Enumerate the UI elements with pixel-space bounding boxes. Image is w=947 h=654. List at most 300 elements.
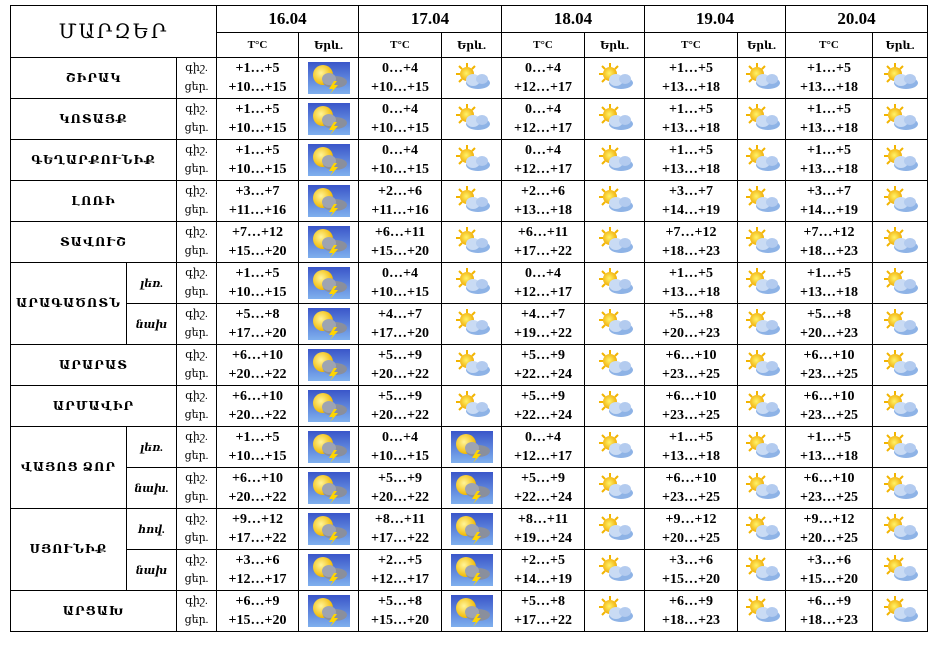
day-temperature: +12…+17	[514, 80, 572, 95]
time-of-day-label: գիշ.	[185, 472, 208, 484]
weather-cell	[873, 304, 928, 345]
time-of-day-label: գիշ.	[185, 144, 208, 156]
temperature-cell	[359, 263, 442, 304]
weather-cell	[585, 304, 645, 345]
day-temperature: +10…+15	[371, 162, 429, 177]
weather-cell	[585, 345, 645, 386]
night-temperature: +1…+5	[235, 61, 280, 76]
storm-cloud-icon	[450, 594, 494, 628]
weather-cell	[299, 263, 359, 304]
night-temperature: +6…+10	[665, 348, 717, 363]
region-name: ԿՈՏԱՅՔ	[11, 99, 177, 140]
partly-sunny-icon	[740, 594, 784, 628]
day-temperature: +20…+25	[662, 531, 720, 546]
storm-cloud-icon	[450, 553, 494, 587]
night-temperature: +5…+9	[378, 389, 422, 404]
partly-sunny-icon	[740, 512, 784, 546]
day-temperature: +11…+16	[371, 203, 429, 218]
weather-cell	[299, 509, 359, 550]
day-temperature: +13…+18	[662, 162, 720, 177]
night-temperature: +1…+5	[669, 61, 713, 76]
weather-cell	[442, 181, 502, 222]
night-temperature: +7…+12	[803, 225, 855, 240]
temperature-cell	[786, 58, 873, 99]
temperature-cell	[502, 58, 585, 99]
night-temperature: +5…+8	[378, 594, 422, 609]
storm-cloud-icon	[307, 307, 351, 341]
temperature-cell	[359, 468, 442, 509]
day-temperature: +18…+23	[800, 244, 858, 259]
temperature-cell	[217, 99, 299, 140]
time-of-day-label: ցեր.	[184, 204, 209, 216]
temperature-cell	[645, 345, 738, 386]
partly-sunny-icon	[878, 430, 922, 464]
weather-cell	[738, 99, 786, 140]
temperature-cell	[502, 99, 585, 140]
subregion-label: լեռ.	[127, 263, 177, 304]
day-temperature: +12…+17	[228, 572, 287, 587]
region-row	[11, 140, 928, 181]
day-temperature: +23…+25	[662, 367, 720, 382]
storm-cloud-icon	[307, 471, 351, 505]
partly-sunny-icon	[593, 184, 637, 218]
night-temperature: +6…+10	[232, 471, 283, 486]
day-temperature: +20…+22	[228, 367, 287, 382]
temperature-cell	[502, 468, 585, 509]
temperature-cell	[359, 509, 442, 550]
night-temperature: +3…+6	[235, 553, 280, 568]
weather-cell	[738, 427, 786, 468]
temperature-cell	[786, 468, 873, 509]
night-temperature: +1…+5	[807, 266, 851, 281]
weather-cell	[442, 591, 502, 632]
region-name: ԳԵՂԱՐՔՈՒՆԻՔ	[11, 140, 177, 181]
night-temperature: +1…+5	[669, 430, 713, 445]
temperature-cell	[217, 58, 299, 99]
day-temperature: +10…+15	[371, 449, 429, 464]
temp-header: T°C	[645, 33, 738, 58]
time-of-day-label: ցեր.	[184, 573, 209, 585]
day-temperature: +22…+24	[514, 490, 572, 505]
temperature-cell	[217, 222, 299, 263]
night-temperature: 0…+4	[382, 266, 418, 281]
weather-cell	[738, 345, 786, 386]
time-of-day	[177, 591, 217, 632]
weather-cell	[442, 222, 502, 263]
day-temperature: +23…+25	[800, 408, 858, 423]
partly-sunny-icon	[740, 307, 784, 341]
partly-sunny-icon	[878, 389, 922, 423]
weather-cell	[738, 509, 786, 550]
day-temperature: +20…+22	[228, 408, 287, 423]
night-temperature: +3…+6	[669, 553, 713, 568]
weather-cell	[585, 181, 645, 222]
weather-cell	[442, 304, 502, 345]
weather-cell	[873, 386, 928, 427]
time-of-day	[177, 509, 217, 550]
storm-cloud-icon	[307, 225, 351, 259]
weather-cell	[299, 99, 359, 140]
night-temperature: +6…+11	[374, 225, 426, 240]
night-temperature: +2…+5	[378, 553, 422, 568]
weather-cell	[738, 140, 786, 181]
temp-header: T°C	[786, 33, 873, 58]
region-name: ՍՅՈՒՆԻՔ	[11, 509, 127, 591]
weather-cell	[873, 99, 928, 140]
weather-cell	[873, 509, 928, 550]
night-temperature: +6…+11	[517, 225, 569, 240]
temperature-cell	[786, 591, 873, 632]
temperature-cell	[359, 550, 442, 591]
temperature-cell	[786, 99, 873, 140]
temperature-cell	[786, 304, 873, 345]
partly-sunny-icon	[878, 471, 922, 505]
weather-cell	[442, 468, 502, 509]
night-temperature: +5…+9	[521, 471, 565, 486]
night-temperature: +1…+5	[807, 143, 851, 158]
temperature-cell	[502, 550, 585, 591]
temperature-cell	[786, 345, 873, 386]
time-of-day-label: ցեր.	[184, 614, 209, 626]
temperature-cell	[645, 181, 738, 222]
region-row	[11, 58, 928, 99]
night-temperature: 0…+4	[382, 143, 418, 158]
partly-sunny-icon	[740, 225, 784, 259]
subregion-label: նախ	[127, 550, 177, 591]
weather-cell	[738, 550, 786, 591]
temperature-cell	[645, 263, 738, 304]
temperature-cell	[359, 58, 442, 99]
weather-cell	[442, 427, 502, 468]
storm-cloud-icon	[307, 348, 351, 382]
partly-sunny-icon	[740, 266, 784, 300]
temperature-cell	[786, 140, 873, 181]
subregion-label: լեռ.	[127, 427, 177, 468]
day-temperature: +20…+22	[371, 367, 429, 382]
day-temperature: +13…+18	[800, 121, 858, 136]
temperature-cell	[217, 509, 299, 550]
weather-cell	[299, 550, 359, 591]
night-temperature: +6…+10	[665, 471, 717, 486]
time-of-day-label: ցեր.	[184, 122, 209, 134]
day-temperature: +17…+22	[514, 613, 572, 628]
weather-cell	[873, 427, 928, 468]
temperature-cell	[645, 591, 738, 632]
day-temperature: +10…+15	[228, 285, 287, 300]
night-temperature: +9…+12	[665, 512, 717, 527]
day-temperature: +15…+20	[228, 244, 287, 259]
temperature-cell	[502, 427, 585, 468]
time-of-day	[177, 99, 217, 140]
time-of-day-label: գիշ.	[185, 349, 208, 361]
day-temperature: +23…+25	[800, 367, 858, 382]
time-of-day	[177, 181, 217, 222]
region-row	[11, 550, 928, 591]
night-temperature: +1…+5	[235, 430, 280, 445]
partly-sunny-icon	[740, 553, 784, 587]
temperature-cell	[786, 386, 873, 427]
partly-sunny-icon	[593, 61, 637, 95]
night-temperature: +6…+10	[232, 389, 283, 404]
night-temperature: +2…+6	[378, 184, 422, 199]
day-temperature: +18…+23	[800, 613, 858, 628]
time-of-day	[177, 550, 217, 591]
time-of-day-label: ցեր.	[184, 409, 209, 421]
time-of-day-label: ցեր.	[184, 532, 209, 544]
day-temperature: +13…+18	[800, 162, 858, 177]
weather-cell	[299, 304, 359, 345]
night-temperature: +6…+10	[803, 471, 855, 486]
weather-cell	[299, 427, 359, 468]
time-of-day-label: գիշ.	[185, 185, 208, 197]
time-of-day-label: ցեր.	[184, 286, 209, 298]
region-name: ՎԱՅՈՑ ՁՈՐ	[11, 427, 127, 509]
temperature-cell	[645, 58, 738, 99]
day-temperature: +13…+18	[514, 203, 572, 218]
day-temperature: +10…+15	[371, 121, 429, 136]
day-temperature: +15…+20	[228, 613, 287, 628]
temperature-cell	[645, 99, 738, 140]
region-row	[11, 263, 928, 304]
time-of-day-label: ցեր.	[184, 81, 209, 93]
subregion-label: նախ.	[127, 468, 177, 509]
region-name: ԱՐՄԱՎԻՐ	[11, 386, 177, 427]
date-header-5: 20.04	[786, 6, 928, 33]
partly-sunny-icon	[593, 594, 637, 628]
storm-cloud-icon	[307, 594, 351, 628]
temperature-cell	[217, 550, 299, 591]
date-header-1: 16.04	[217, 6, 359, 33]
temperature-cell	[217, 181, 299, 222]
time-of-day-label: ցեր.	[184, 450, 209, 462]
temperature-cell	[217, 345, 299, 386]
time-of-day-label: գիշ.	[185, 267, 208, 279]
day-temperature: +11…+16	[228, 203, 287, 218]
night-temperature: +4…+7	[378, 307, 422, 322]
region-name: ԱՐԱԳԱԾՈՏՆ	[11, 263, 127, 345]
partly-sunny-icon	[593, 102, 637, 136]
day-temperature: +20…+22	[371, 408, 429, 423]
partly-sunny-icon	[878, 61, 922, 95]
region-row	[11, 181, 928, 222]
weather-cell	[585, 222, 645, 263]
time-of-day	[177, 140, 217, 181]
weather-cell	[299, 140, 359, 181]
time-of-day-label: գիշ.	[185, 554, 208, 566]
day-temperature: +22…+24	[514, 367, 572, 382]
partly-sunny-icon	[878, 266, 922, 300]
night-temperature: +4…+7	[521, 307, 565, 322]
day-temperature: +12…+17	[514, 162, 572, 177]
partly-sunny-icon	[593, 307, 637, 341]
time-of-day	[177, 386, 217, 427]
weather-cell	[873, 550, 928, 591]
day-temperature: +19…+22	[514, 326, 572, 341]
day-temperature: +17…+20	[228, 326, 287, 341]
day-temperature: +10…+15	[228, 121, 287, 136]
storm-cloud-icon	[307, 102, 351, 136]
day-temperature: +20…+22	[371, 490, 429, 505]
day-temperature: +13…+18	[662, 121, 720, 136]
weather-cell	[585, 58, 645, 99]
region-row	[11, 99, 928, 140]
partly-sunny-icon	[450, 389, 494, 423]
weather-cell	[873, 345, 928, 386]
storm-cloud-icon	[450, 430, 494, 464]
temperature-cell	[217, 140, 299, 181]
temperature-cell	[786, 263, 873, 304]
temperature-cell	[502, 591, 585, 632]
weather-cell	[873, 468, 928, 509]
night-temperature: +1…+5	[807, 430, 851, 445]
day-temperature: +12…+17	[371, 572, 429, 587]
weather-cell	[442, 345, 502, 386]
temperature-cell	[359, 222, 442, 263]
night-temperature: +2…+5	[521, 553, 565, 568]
partly-sunny-icon	[450, 143, 494, 177]
night-temperature: 0…+4	[382, 102, 418, 117]
time-of-day	[177, 345, 217, 386]
weather-cell	[873, 58, 928, 99]
day-temperature: +13…+18	[662, 80, 720, 95]
day-temperature: +12…+17	[514, 449, 572, 464]
day-temperature: +15…+20	[371, 244, 429, 259]
partly-sunny-icon	[878, 225, 922, 259]
night-temperature: +1…+5	[807, 61, 851, 76]
weather-cell	[299, 468, 359, 509]
night-temperature: +5…+8	[669, 307, 713, 322]
day-temperature: +18…+23	[662, 613, 720, 628]
partly-sunny-icon	[740, 102, 784, 136]
temperature-cell	[359, 140, 442, 181]
temperature-cell	[217, 263, 299, 304]
temperature-cell	[786, 427, 873, 468]
region-row	[11, 509, 928, 550]
weather-cell	[299, 345, 359, 386]
partly-sunny-icon	[450, 307, 494, 341]
weather-cell	[873, 222, 928, 263]
night-temperature: 0…+4	[525, 61, 561, 76]
night-temperature: +9…+12	[803, 512, 855, 527]
night-temperature: 0…+4	[525, 266, 561, 281]
weather-cell	[442, 58, 502, 99]
temperature-cell	[645, 304, 738, 345]
storm-cloud-icon	[307, 389, 351, 423]
night-temperature: +7…+12	[665, 225, 717, 240]
temp-header: T°C	[359, 33, 442, 58]
time-of-day-label: ցեր.	[184, 245, 209, 257]
storm-cloud-icon	[450, 471, 494, 505]
night-temperature: +1…+5	[235, 266, 280, 281]
day-temperature: +20…+23	[800, 326, 858, 341]
weather-cell	[738, 181, 786, 222]
night-temperature: +6…+10	[803, 348, 855, 363]
partly-sunny-icon	[878, 512, 922, 546]
partly-sunny-icon	[740, 61, 784, 95]
partly-sunny-icon	[593, 512, 637, 546]
time-of-day-label: գիշ.	[185, 308, 208, 320]
temperature-cell	[502, 386, 585, 427]
weather-cell	[738, 263, 786, 304]
region-name: ՏԱՎՈՒՇ	[11, 222, 177, 263]
partly-sunny-icon	[593, 225, 637, 259]
night-temperature: +2…+6	[521, 184, 565, 199]
weather-cell	[442, 550, 502, 591]
night-temperature: +3…+7	[235, 184, 280, 199]
temperature-cell	[502, 140, 585, 181]
temp-header: T°C	[217, 33, 299, 58]
partly-sunny-icon	[878, 143, 922, 177]
partly-sunny-icon	[878, 594, 922, 628]
weather-header: Երև.	[873, 33, 928, 58]
partly-sunny-icon	[450, 61, 494, 95]
night-temperature: +6…+9	[235, 594, 280, 609]
storm-cloud-icon	[307, 184, 351, 218]
temperature-cell	[645, 468, 738, 509]
temperature-cell	[645, 386, 738, 427]
day-temperature: +12…+17	[514, 285, 572, 300]
night-temperature: +6…+10	[665, 389, 717, 404]
partly-sunny-icon	[878, 553, 922, 587]
time-of-day-label: ցեր.	[184, 163, 209, 175]
weather-cell	[585, 427, 645, 468]
day-temperature: +13…+18	[662, 449, 720, 464]
time-of-day-label: գիշ.	[185, 431, 208, 443]
weather-cell	[738, 468, 786, 509]
day-temperature: +17…+22	[371, 531, 429, 546]
weather-cell	[442, 386, 502, 427]
temperature-cell	[359, 427, 442, 468]
weather-header: Երև.	[585, 33, 645, 58]
night-temperature: 0…+4	[525, 430, 561, 445]
temperature-cell	[645, 509, 738, 550]
weather-cell	[738, 591, 786, 632]
subregion-label: նախ	[127, 304, 177, 345]
temperature-cell	[786, 222, 873, 263]
weather-cell	[299, 591, 359, 632]
storm-cloud-icon	[307, 430, 351, 464]
day-temperature: +19…+24	[514, 531, 572, 546]
weather-cell	[442, 99, 502, 140]
weather-cell	[873, 263, 928, 304]
weather-cell	[585, 263, 645, 304]
night-temperature: +6…+10	[232, 348, 283, 363]
night-temperature: +1…+5	[807, 102, 851, 117]
temperature-cell	[217, 468, 299, 509]
temperature-cell	[786, 550, 873, 591]
time-of-day	[177, 58, 217, 99]
temperature-cell	[502, 304, 585, 345]
time-of-day-label: ցեր.	[184, 368, 209, 380]
partly-sunny-icon	[740, 430, 784, 464]
time-of-day-label: ցեր.	[184, 491, 209, 503]
temperature-cell	[645, 222, 738, 263]
partly-sunny-icon	[878, 348, 922, 382]
partly-sunny-icon	[740, 471, 784, 505]
partly-sunny-icon	[740, 348, 784, 382]
region-name: ԼՈՌԻ	[11, 181, 177, 222]
weather-cell	[585, 140, 645, 181]
night-temperature: 0…+4	[382, 61, 418, 76]
day-temperature: +20…+23	[662, 326, 720, 341]
night-temperature: +6…+10	[803, 389, 855, 404]
partly-sunny-icon	[593, 389, 637, 423]
weather-cell	[585, 509, 645, 550]
time-of-day	[177, 427, 217, 468]
partly-sunny-icon	[593, 430, 637, 464]
region-row	[11, 345, 928, 386]
time-of-day	[177, 263, 217, 304]
